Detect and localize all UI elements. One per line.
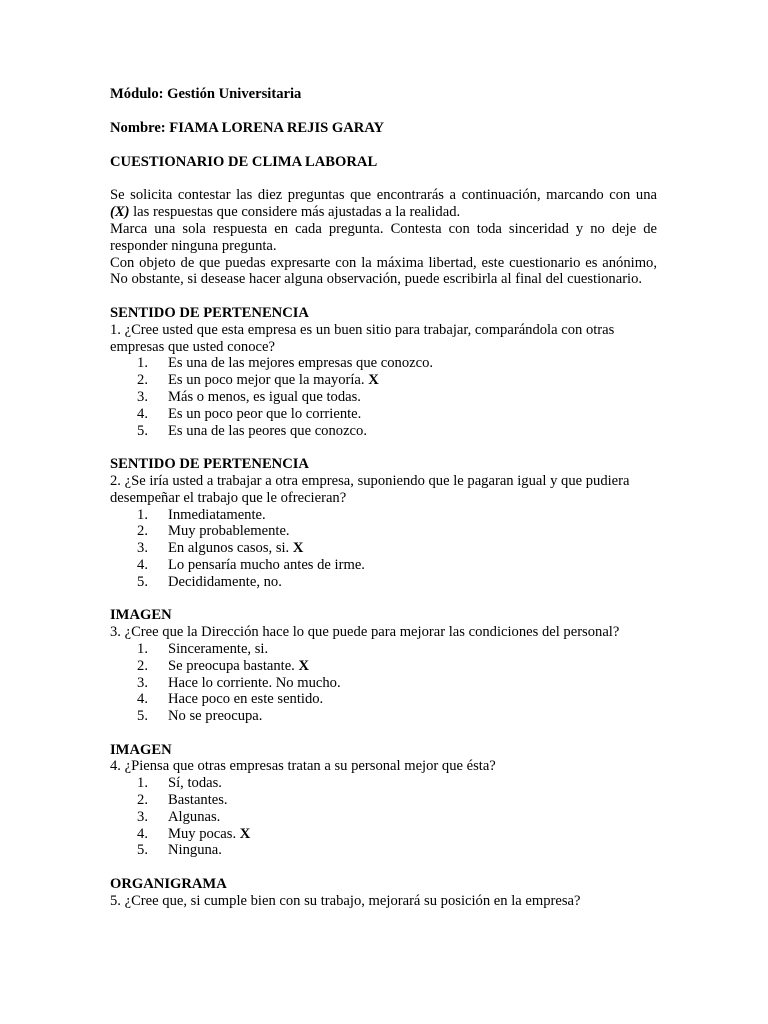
option-number: 2. (137, 523, 148, 540)
option-number: 5. (137, 422, 148, 439)
option-number: 4. (137, 556, 148, 573)
answer-option (110, 523, 657, 540)
answer-option (110, 792, 657, 809)
option-number: 2. (137, 657, 148, 674)
option-text: Es un poco mejor que la mayoría. (168, 372, 365, 389)
instructions-paragraph-1 (110, 187, 657, 221)
answer-options (110, 775, 657, 859)
question-block (110, 876, 657, 910)
option-number: 1. (137, 775, 148, 792)
instructions (110, 187, 657, 288)
instructions-text: Se solicita contestar las diez preguntas que encontrarás a continuación, marcando con una (110, 187, 657, 204)
option-text: Sí, todas. (168, 775, 222, 792)
selected-answer-mark: X (239, 825, 251, 842)
document-page (110, 86, 657, 926)
question-text: 1. ¿Cree usted que esta empresa es un buen sitio para trabajar, comparándola con otras empresas que usted conoce? (110, 321, 615, 355)
option-text: Sinceramente, si. (168, 640, 269, 657)
section-title: IMAGEN (110, 607, 172, 624)
student-name: Nombre: FIAMA LORENA REJIS GARAY (110, 119, 385, 136)
option-text: Inmediatamente. (168, 506, 266, 523)
option-number: 5. (137, 573, 148, 590)
option-text: Es una de las peores que conozco. (168, 422, 367, 439)
question-block (110, 305, 657, 439)
option-text: Muy probablemente. (168, 523, 290, 540)
question-text: 5. ¿Cree que, si cumple bien con su trabajo, mejorará su posición en la empresa? (110, 892, 581, 909)
answer-option (110, 423, 657, 440)
answer-option (110, 406, 657, 423)
option-text: Más o menos, es igual que todas. (168, 388, 361, 405)
answer-option (110, 842, 657, 859)
option-number: 4. (137, 691, 148, 708)
option-number: 5. (137, 708, 148, 725)
module-heading: Módulo: Gestión Universitaria (110, 86, 302, 102)
option-number: 1. (137, 355, 148, 372)
answer-option (110, 355, 657, 372)
instructions-paragraph-2: Marca una sola respuesta en cada pregunta. Contesta con toda sinceridad y no deje de responder ninguna pregunta. (110, 220, 657, 254)
mark-example: (X) (110, 204, 130, 221)
answer-options (110, 641, 657, 725)
option-number: 5. (137, 842, 148, 859)
instructions-text-end: las respuestas que considere más ajustadas a la realidad. (129, 204, 461, 221)
answer-option (110, 775, 657, 792)
question-text: 4. ¿Piensa que otras empresas tratan a su personal mejor que ésta? (110, 758, 496, 775)
option-text: Ninguna. (168, 842, 222, 859)
option-text: Hace poco en este sentido. (168, 691, 324, 708)
question-text: 3. ¿Cree que la Dirección hace lo que puede para mejorar las condiciones del personal? (110, 624, 620, 641)
option-number: 4. (137, 405, 148, 422)
answer-option (110, 708, 657, 725)
answer-option (110, 809, 657, 826)
question-block (110, 742, 657, 860)
answer-option (110, 658, 657, 675)
option-text: Decididamente, no. (168, 573, 282, 590)
option-text: Es una de las mejores empresas que conozco. (168, 355, 434, 372)
option-text: Lo pensaría mucho antes de irme. (168, 556, 365, 573)
document-title: CUESTIONARIO DE CLIMA LABORAL (110, 153, 378, 170)
option-text: Se preocupa bastante. (168, 657, 295, 674)
option-text: Hace lo corriente. No mucho. (168, 674, 341, 691)
section-title: SENTIDO DE PERTENENCIA (110, 304, 309, 321)
question-block (110, 456, 657, 590)
answer-option (110, 389, 657, 406)
answer-option (110, 557, 657, 574)
answer-options (110, 355, 657, 439)
answer-option (110, 826, 657, 843)
option-text: Muy pocas. (168, 825, 237, 842)
option-number: 4. (137, 825, 148, 842)
option-number: 3. (137, 540, 148, 557)
option-number: 3. (137, 808, 148, 825)
option-number: 3. (137, 388, 148, 405)
answer-option (110, 641, 657, 658)
selected-answer-mark: X (298, 657, 310, 674)
answer-option (110, 540, 657, 557)
section-title: IMAGEN (110, 741, 172, 758)
section-title: ORGANIGRAMA (110, 876, 227, 893)
instructions-paragraph-3: Con objeto de que puedas expresarte con la máxima libertad, este cuestionario es anónimo, No obstante, si desease hacer alguna observación, puede escribirla al final del cuestionario. (110, 254, 657, 288)
answer-option (110, 675, 657, 692)
answer-options (110, 507, 657, 591)
answer-option (110, 691, 657, 708)
option-text: En algunos casos, si. (168, 540, 290, 557)
answer-option (110, 372, 657, 389)
answer-option (110, 574, 657, 591)
questions-list (110, 305, 657, 910)
option-number: 1. (137, 506, 148, 523)
answer-option (110, 507, 657, 524)
question-block (110, 607, 657, 725)
option-text: Es un poco peor que lo corriente. (168, 405, 362, 422)
option-number: 1. (137, 640, 148, 657)
selected-answer-mark: X (292, 540, 304, 557)
option-number: 2. (137, 792, 148, 809)
option-number: 3. (137, 674, 148, 691)
question-text: 2. ¿Se iría usted a trabajar a otra empresa, suponiendo que le pagaran igual y que pudiera desempeñar el trabajo que le ofrecieran? (110, 472, 630, 506)
option-number: 2. (137, 372, 148, 389)
section-title: SENTIDO DE PERTENENCIA (110, 456, 309, 473)
option-text: Algunas. (168, 808, 221, 825)
option-text: No se preocupa. (168, 708, 263, 725)
option-text: Bastantes. (168, 792, 228, 809)
selected-answer-mark: X (368, 372, 379, 389)
